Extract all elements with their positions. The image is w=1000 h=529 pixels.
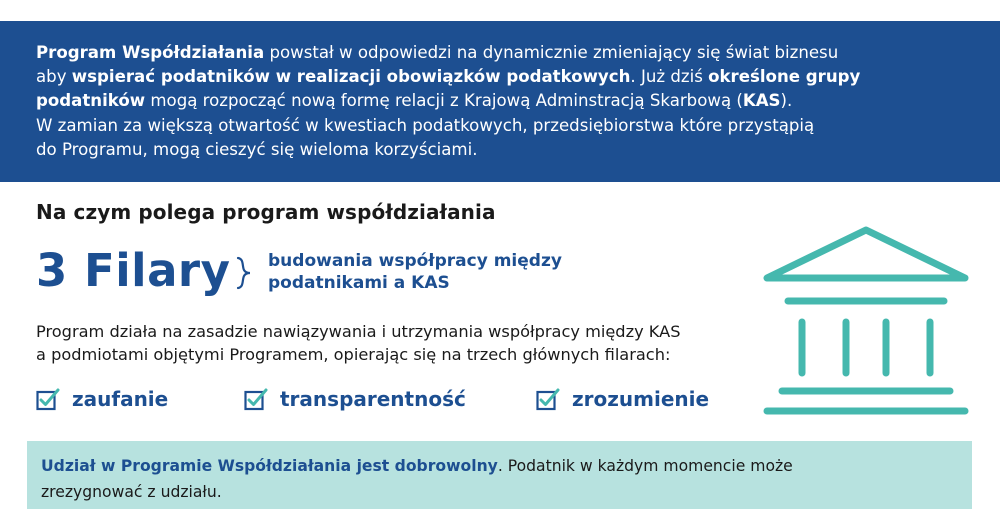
- right-brace-icon: [234, 256, 254, 290]
- checkbox-checked-icon: [536, 387, 560, 411]
- checkbox-checked-icon: [36, 387, 60, 411]
- intro-line-2: aby wspierać podatników w realizacji obowiązków podatkowych. Już dziś określone grupy: [36, 67, 861, 87]
- intro-line-1: Program Współdziałania powstał w odpowiedzi na dynamicznie zmieniający się świat biznesu: [36, 43, 839, 62]
- pillars-subtitle: budowania współpracy między podatnikami a KAS: [268, 251, 562, 293]
- intro-line-5: do Programu, mogą cieszyć się wieloma korzyściami.: [36, 139, 478, 159]
- pillars-header: [36, 240, 736, 302]
- pillar-label: zaufanie: [72, 387, 169, 411]
- program-name: Program Współdziałania: [36, 43, 265, 62]
- intro-line-4: W zamian za większą otwartość w kwestiach podatkowych, przedsiębiorstwa które przystąpią: [36, 115, 815, 135]
- program-description: Program działa na zasadzie nawiązywania i utrzymania współpracy między KAS a podmiotami objętymi Programem, opierając się na trzech głównych filarach:: [36, 322, 681, 364]
- pillar-understanding: [536, 384, 709, 414]
- intro-line-3: podatników mogą rozpocząć nową formę relacji z Krajową Adminstracją Skarbową (KAS).: [36, 91, 793, 111]
- pillars-title: 3 Filary: [36, 244, 231, 297]
- pillar-trust: [36, 384, 168, 414]
- voluntary-note: Udział w Programie Współdziałania jest dobrowolny. Podatnik w każdym momencie może zrezygnować z udziału.: [27, 441, 972, 509]
- note-emphasis: Udział w Programie Współdziałania jest dobrowolny: [41, 457, 498, 475]
- intro-banner: [0, 21, 1000, 182]
- pillar-transparency: [244, 384, 466, 414]
- pillared-building-icon: [762, 225, 970, 417]
- pillar-label: zrozumienie: [572, 387, 710, 411]
- pillar-label: transparentność: [280, 387, 466, 411]
- checkbox-checked-icon: [244, 387, 268, 411]
- section-heading: Na czym polega program współdziałania: [36, 200, 496, 224]
